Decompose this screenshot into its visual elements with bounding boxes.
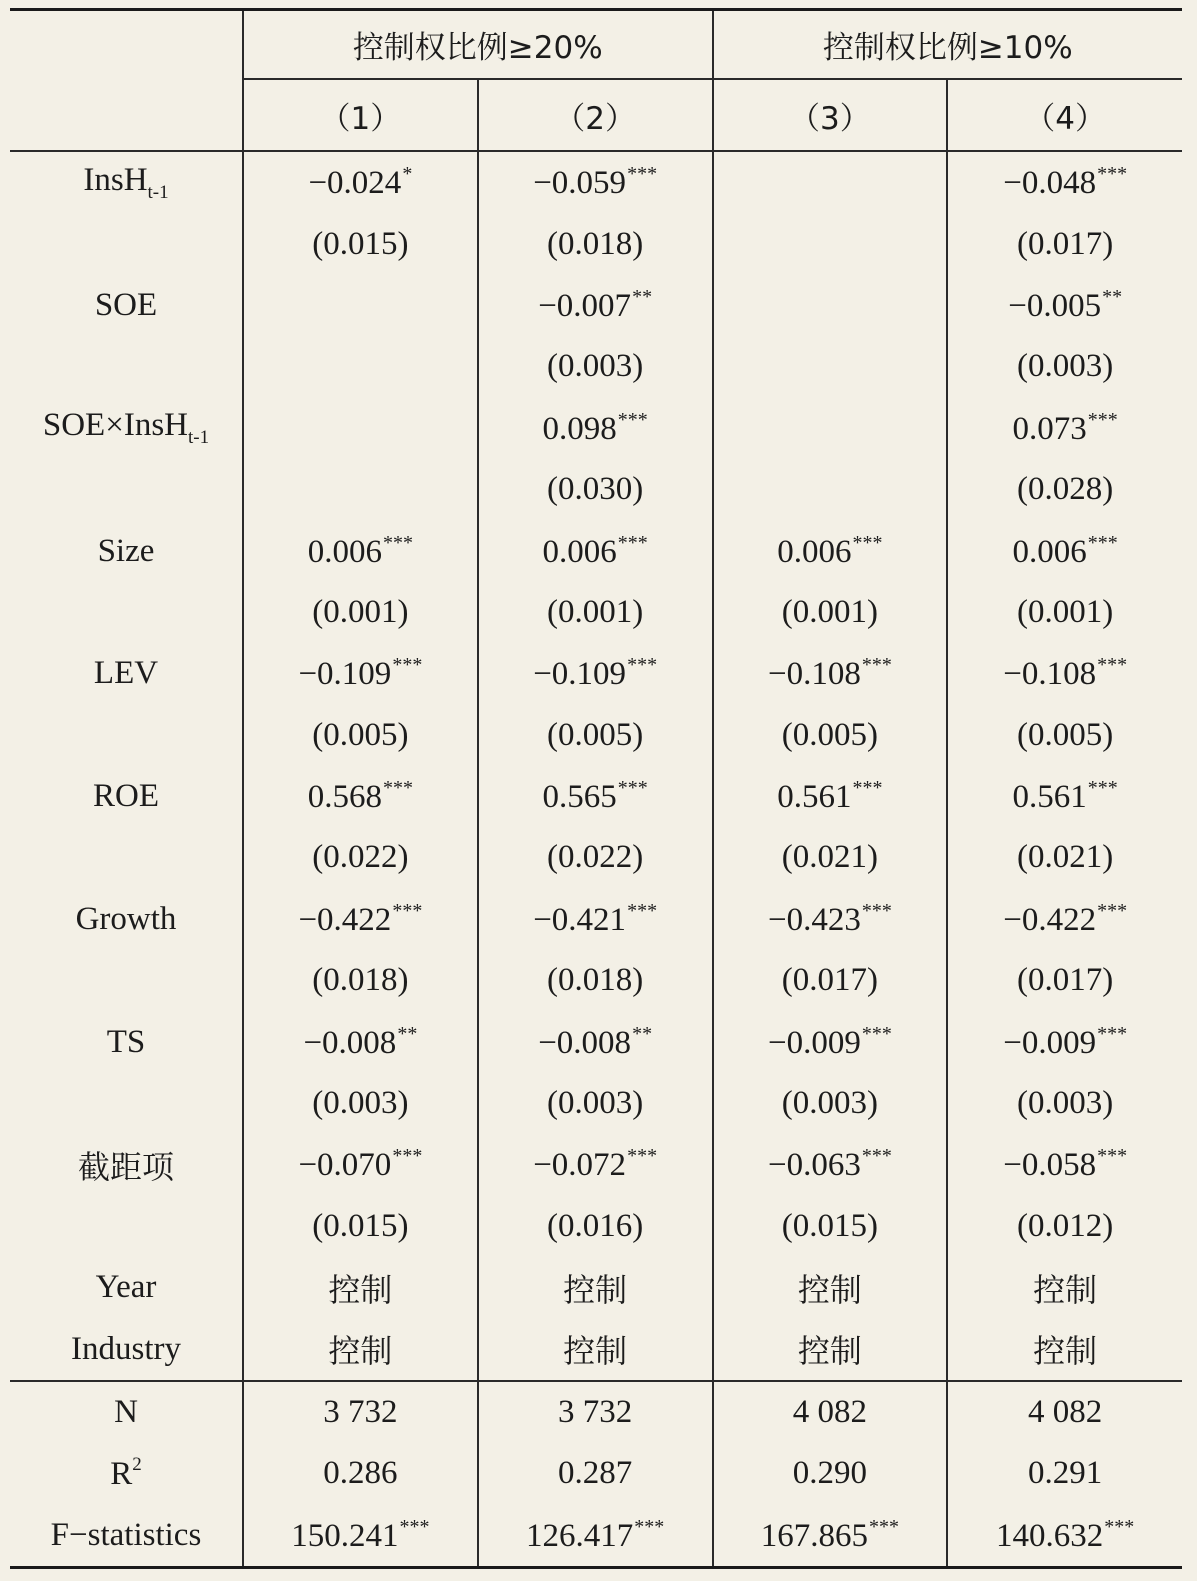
table-cell (947, 1257, 1182, 1318)
cell-value: 0.073 (1012, 410, 1087, 447)
header-row-groups (10, 10, 1182, 80)
table-row (10, 1134, 1182, 1195)
table-cell (947, 1443, 1182, 1504)
table-row (10, 459, 1182, 520)
cell-value: (0.017) (781, 962, 878, 999)
header-group-2: 控制权比例≥10% (713, 10, 1183, 80)
row-label-text: TS (106, 1023, 146, 1060)
table-cell (713, 582, 948, 643)
cell-value: (0.003) (547, 348, 644, 385)
row-label-subscript: t-1 (188, 427, 210, 449)
significance-stars: *** (852, 777, 883, 800)
cell-value: 0.290 (792, 1455, 868, 1492)
table-cell (947, 950, 1182, 1011)
row-label-text: InsH (83, 161, 148, 198)
row-label-text: N (114, 1394, 138, 1430)
table-cell (478, 213, 713, 274)
table-cell (243, 275, 478, 336)
row-label-text: Growth (75, 900, 177, 937)
cell-value: 0.565 (542, 779, 617, 816)
table-cell (713, 1134, 948, 1195)
table-cell (478, 827, 713, 888)
cell-value: −0.072 (533, 1147, 627, 1184)
table-cell (478, 520, 713, 581)
cell-value: (0.017) (1017, 225, 1114, 262)
row-label (10, 705, 243, 766)
table-cell (478, 582, 713, 643)
cell-value: 0.291 (1028, 1455, 1103, 1492)
significance-stars: *** (627, 899, 658, 922)
cell-value: −0.108 (767, 656, 861, 693)
table-cell (478, 398, 713, 459)
cell-value: (0.016) (547, 1207, 644, 1244)
cell-value: 0.006 (1012, 533, 1087, 570)
cell-value: −0.008 (303, 1024, 397, 1061)
cell-value: 控制 (1033, 1270, 1098, 1309)
cell-value: (0.003) (547, 1085, 644, 1122)
row-label (10, 1134, 243, 1195)
significance-stars: *** (861, 1145, 892, 1168)
table-cell (243, 889, 478, 950)
table-cell (713, 1196, 948, 1257)
significance-stars: *** (1097, 1022, 1128, 1045)
significance-stars: *** (861, 654, 892, 677)
cell-value: −0.422 (298, 901, 392, 938)
cell-value: 0.006 (542, 533, 617, 570)
table-cell (243, 1134, 478, 1195)
table-cell (947, 336, 1182, 397)
significance-stars: *** (852, 531, 883, 554)
table-cell (713, 1011, 948, 1072)
cell-value: (0.001) (547, 593, 644, 630)
significance-stars: *** (869, 1515, 900, 1538)
table-cell (243, 950, 478, 1011)
table-cell (713, 336, 948, 397)
row-label-text: Size (97, 532, 155, 569)
significance-stars: *** (617, 531, 648, 554)
header-row-columns (10, 79, 1182, 151)
table-cell (713, 827, 948, 888)
table-cell (713, 950, 948, 1011)
row-label (10, 1196, 243, 1257)
row-label (10, 827, 243, 888)
table-cell (713, 1505, 948, 1568)
table-cell (947, 1381, 1182, 1443)
table-row (10, 1318, 1182, 1380)
significance-stars: *** (634, 1515, 665, 1538)
row-label-text: LEV (93, 655, 159, 692)
cell-value: (0.015) (781, 1207, 878, 1244)
table-row (10, 1073, 1182, 1134)
table-row (10, 1443, 1182, 1504)
table-cell (478, 1011, 713, 1072)
cell-value: 0.287 (558, 1455, 633, 1492)
table-row (10, 1257, 1182, 1318)
cell-value: (0.003) (312, 1085, 409, 1122)
row-label (10, 459, 243, 520)
significance-stars: *** (383, 531, 413, 554)
row-label (10, 213, 243, 274)
cell-value: (0.012) (1017, 1207, 1114, 1244)
table-cell (947, 398, 1182, 459)
significance-stars: ** (1102, 285, 1123, 308)
table-row (10, 766, 1182, 827)
cell-value: (0.022) (312, 839, 409, 876)
table-row (10, 398, 1182, 459)
cell-value: 0.561 (1012, 779, 1087, 816)
row-label-superscript: 2 (132, 1454, 142, 1476)
cell-value: (0.003) (1017, 1085, 1114, 1122)
table-cell (243, 336, 478, 397)
table-cell (947, 1134, 1182, 1195)
cell-value: 4 082 (792, 1394, 868, 1430)
cell-value: 控制 (328, 1332, 393, 1371)
table-cell (713, 275, 948, 336)
row-label (10, 950, 243, 1011)
table-body (10, 151, 1182, 1567)
table-cell (713, 459, 948, 520)
table-row (10, 827, 1182, 888)
cell-value: −0.058 (1003, 1147, 1097, 1184)
table-cell (713, 1318, 948, 1380)
row-label-text: F−statistics (50, 1516, 202, 1553)
cell-value: (0.005) (547, 716, 644, 753)
table-row (10, 1381, 1182, 1443)
cell-value: 控制 (797, 1332, 862, 1371)
table-cell (713, 1257, 948, 1318)
cell-value: 控制 (563, 1270, 628, 1309)
table-cell (478, 1505, 713, 1568)
cell-value: (0.003) (1017, 348, 1114, 385)
table-cell (713, 213, 948, 274)
cell-value: (0.022) (547, 839, 644, 876)
table-cell (947, 1318, 1182, 1380)
table-row (10, 1011, 1182, 1072)
significance-stars: *** (861, 1022, 892, 1045)
significance-stars: *** (617, 777, 648, 800)
cell-value: (0.018) (547, 225, 644, 262)
table-row (10, 950, 1182, 1011)
table-cell (947, 1073, 1182, 1134)
cell-value: −0.059 (533, 165, 627, 202)
table-row (10, 151, 1182, 213)
significance-stars: *** (861, 899, 892, 922)
significance-stars: *** (1097, 163, 1128, 186)
table-cell (947, 1196, 1182, 1257)
cell-value: (0.001) (1017, 593, 1114, 630)
table-cell (243, 1196, 478, 1257)
cell-value: −0.423 (767, 901, 861, 938)
table-cell (243, 1257, 478, 1318)
row-label-subscript: t-1 (147, 181, 169, 203)
row-label (10, 1257, 243, 1318)
table-cell (243, 1505, 478, 1568)
cell-value: (0.005) (1017, 716, 1114, 753)
significance-stars: *** (627, 1145, 658, 1168)
significance-stars: *** (1097, 654, 1128, 677)
cell-value: (0.018) (312, 962, 409, 999)
table-cell (243, 1073, 478, 1134)
table-cell (713, 705, 948, 766)
significance-stars: *** (1104, 1515, 1135, 1538)
cell-value: (0.030) (547, 471, 644, 508)
cell-value: 0.006 (777, 533, 852, 570)
table-cell (947, 151, 1182, 213)
table-cell (478, 1381, 713, 1443)
table-cell (478, 275, 713, 336)
table-row (10, 336, 1182, 397)
header-corner (10, 10, 243, 80)
table-cell (243, 459, 478, 520)
cell-value: 150.241 (291, 1517, 399, 1554)
table-cell (243, 1443, 478, 1504)
cell-value: −0.108 (1003, 656, 1097, 693)
significance-stars: ** (397, 1022, 418, 1045)
table-cell (947, 889, 1182, 950)
significance-stars: *** (392, 1145, 423, 1168)
cell-value: 0.286 (323, 1455, 398, 1492)
header-col-4: （4） (947, 79, 1182, 151)
row-label-text: SOE×InsH (42, 407, 188, 444)
significance-stars: *** (627, 163, 658, 186)
table-cell (713, 1443, 948, 1504)
table-row (10, 643, 1182, 704)
cell-value: (0.018) (547, 962, 644, 999)
cell-value: 0.006 (307, 533, 382, 570)
significance-stars: *** (627, 654, 658, 677)
table-row (10, 705, 1182, 766)
row-label-text: ROE (93, 778, 159, 815)
header-col-1: （1） (243, 79, 478, 151)
row-label (10, 398, 243, 459)
table-cell (243, 1318, 478, 1380)
cell-value: 3 732 (323, 1394, 398, 1430)
cell-value: 控制 (563, 1332, 628, 1371)
table-cell (243, 1011, 478, 1072)
cell-value: −0.048 (1003, 165, 1097, 202)
table-cell (947, 459, 1182, 520)
table-cell (713, 766, 948, 827)
row-label-text: R (110, 1456, 133, 1493)
significance-stars: *** (1087, 777, 1118, 800)
cell-value: 3 732 (558, 1394, 633, 1430)
cell-value: −0.005 (1008, 287, 1102, 324)
row-label-text: Year (95, 1269, 157, 1306)
table-cell (478, 950, 713, 1011)
row-label (10, 275, 243, 336)
header-col-3: （3） (713, 79, 948, 151)
row-label (10, 1011, 243, 1072)
cell-value: 140.632 (996, 1517, 1104, 1554)
cell-value: −0.421 (533, 901, 627, 938)
cell-value: (0.017) (1017, 962, 1114, 999)
table-cell (478, 1318, 713, 1380)
cell-value: (0.001) (312, 593, 409, 630)
table-cell (478, 1134, 713, 1195)
significance-stars: *** (1087, 531, 1118, 554)
table-row (10, 889, 1182, 950)
table-cell (947, 520, 1182, 581)
row-label (10, 643, 243, 704)
table-cell (243, 827, 478, 888)
table-cell (243, 1381, 478, 1443)
table-cell (947, 827, 1182, 888)
table-cell (478, 1257, 713, 1318)
cell-value: 167.865 (760, 1517, 869, 1554)
table-cell (478, 459, 713, 520)
significance-stars: ** (632, 285, 653, 308)
table-cell (478, 1073, 713, 1134)
row-label (10, 1318, 243, 1380)
cell-value: 126.417 (526, 1517, 634, 1554)
significance-stars: *** (1097, 1145, 1128, 1168)
cell-value: 0.098 (542, 410, 617, 447)
cell-value: −0.008 (538, 1024, 632, 1061)
cell-value: 控制 (328, 1270, 393, 1309)
row-label (10, 336, 243, 397)
table-cell (947, 705, 1182, 766)
row-label-text: Industry (71, 1330, 181, 1367)
table-cell (478, 1196, 713, 1257)
cell-value: (0.021) (781, 839, 878, 876)
significance-stars: *** (392, 899, 423, 922)
cell-value: 4 082 (1028, 1394, 1103, 1430)
significance-stars: ** (632, 1022, 653, 1045)
cell-value: −0.109 (533, 656, 627, 693)
cell-value: (0.003) (781, 1085, 878, 1122)
table-cell (713, 398, 948, 459)
table-row (10, 1505, 1182, 1568)
table-cell (947, 275, 1182, 336)
table-cell (713, 1073, 948, 1134)
cell-value: −0.009 (767, 1024, 861, 1061)
cell-value: 0.561 (777, 779, 852, 816)
table-row (10, 582, 1182, 643)
significance-stars: * (402, 163, 413, 186)
table-cell (713, 1381, 948, 1443)
significance-stars: *** (1097, 899, 1128, 922)
row-label-text: 截距项 (77, 1147, 174, 1186)
table-cell (478, 643, 713, 704)
cell-value: (0.028) (1017, 471, 1114, 508)
cell-value: −0.063 (767, 1147, 861, 1184)
table-cell (713, 151, 948, 213)
cell-value: 控制 (797, 1270, 862, 1309)
table-cell (243, 213, 478, 274)
table-row (10, 213, 1182, 274)
cell-value: (0.021) (1017, 839, 1114, 876)
table-cell (947, 582, 1182, 643)
cell-value: 0.568 (307, 779, 382, 816)
row-label-text: SOE (94, 286, 158, 323)
table-cell (947, 1011, 1182, 1072)
header-group-1: 控制权比例≥20% (243, 10, 713, 80)
regression-table (10, 8, 1182, 1569)
table-cell (243, 398, 478, 459)
table-cell (947, 643, 1182, 704)
cell-value: (0.015) (312, 1207, 409, 1244)
cell-value: −0.109 (298, 656, 392, 693)
table-cell (478, 705, 713, 766)
header-col-2: （2） (478, 79, 713, 151)
table-cell (243, 520, 478, 581)
table-cell (478, 151, 713, 213)
table-cell (243, 766, 478, 827)
table-cell (243, 582, 478, 643)
row-label (10, 1505, 243, 1568)
table-cell (947, 1505, 1182, 1568)
table-cell (947, 766, 1182, 827)
cell-value: (0.015) (312, 225, 409, 262)
table-cell (478, 336, 713, 397)
row-label (10, 1381, 243, 1443)
cell-value: (0.005) (781, 716, 878, 753)
table-cell (243, 643, 478, 704)
significance-stars: *** (383, 777, 413, 800)
table-cell (478, 1443, 713, 1504)
header-corner-2 (10, 79, 243, 151)
cell-value: 控制 (1033, 1332, 1098, 1371)
row-label (10, 1073, 243, 1134)
table-cell (478, 766, 713, 827)
cell-value: −0.070 (298, 1147, 392, 1184)
row-label (10, 151, 243, 213)
cell-value: (0.005) (312, 716, 409, 753)
row-label (10, 1443, 243, 1504)
table-cell (713, 520, 948, 581)
significance-stars: *** (617, 408, 648, 431)
table-cell (478, 889, 713, 950)
cell-value: (0.001) (781, 593, 878, 630)
row-label (10, 889, 243, 950)
table-row (10, 275, 1182, 336)
row-label (10, 766, 243, 827)
row-label (10, 582, 243, 643)
cell-value: −0.007 (538, 287, 632, 324)
table-row (10, 1196, 1182, 1257)
table-cell (243, 151, 478, 213)
table-cell (713, 643, 948, 704)
significance-stars: *** (392, 654, 423, 677)
table-cell (713, 889, 948, 950)
cell-value: −0.422 (1003, 901, 1097, 938)
table-cell (947, 213, 1182, 274)
significance-stars: *** (1087, 408, 1118, 431)
table-cell (243, 705, 478, 766)
cell-value: −0.024 (308, 165, 402, 202)
cell-value: −0.009 (1003, 1024, 1097, 1061)
significance-stars: *** (399, 1515, 430, 1538)
table-row (10, 520, 1182, 581)
row-label (10, 520, 243, 581)
